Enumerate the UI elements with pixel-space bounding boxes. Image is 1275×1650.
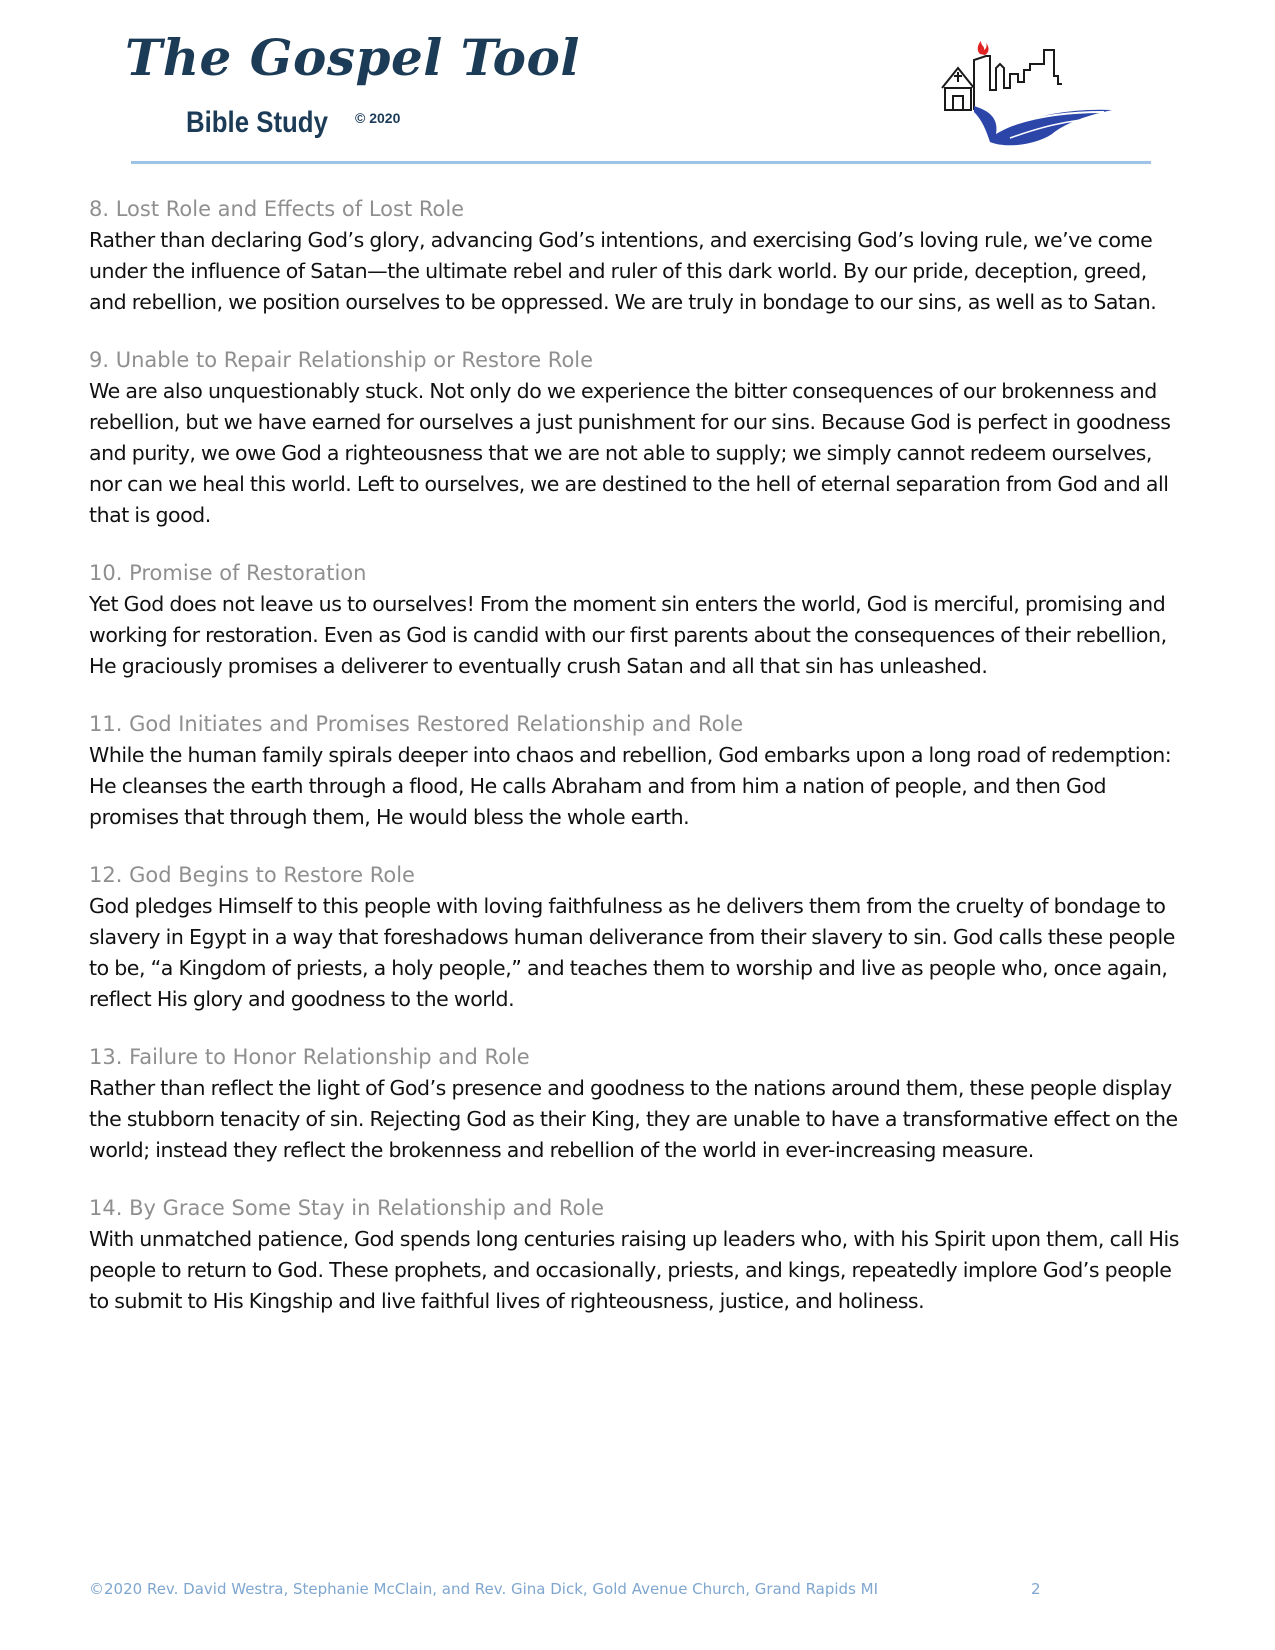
- section-heading: 14. By Grace Some Stay in Relationship and Role: [89, 1196, 605, 1220]
- logo-subtitle: Bible Study: [186, 106, 328, 139]
- section-paragraph: We are also unquestionably stuck. Not only do we experience the bitter consequences of our brokenness and rebellion, but we have earned for ourselves a just punishment for our sins. Because God is perfect in goodness and purity, we owe God a righteousness that we are not able to supply; we simply cannot redeem ourselves, nor can we heal this world. Left to ourselves, we are destined to the hell of eternal separation from God and all that is good.: [89, 379, 1171, 527]
- section-14: [89, 1193, 1189, 1317]
- section-paragraph: With unmatched patience, God spends long centuries raising up leaders who, with his Spirit upon them, call His people to return to God. These prophets, and occasionally, priests, and kings, repeatedly implore God’s people to submit to His Kingship and live faithful lives of righteousness, justice, and holiness.: [89, 1227, 1180, 1313]
- section-heading: 11. God Initiates and Promises Restored Relationship and Role: [89, 712, 744, 736]
- city-skyline-icon: [974, 50, 1062, 110]
- section-paragraph: Rather than reflect the light of God’s presence and goodness to the nations around them, these people display the stubborn tenacity of sin. Rejecting God as their King, they are unable to have a transformative effect on the world; instead they reflect the brokenness and rebellion of the world in ever-increasing measure.: [89, 1076, 1178, 1162]
- footer-credits: ©2020 Rev. David Westra, Stephanie McClain, and Rev. Gina Dick, Gold Avenue Church, Grand Rapids MI: [89, 1580, 879, 1598]
- section-paragraph: While the human family spirals deeper into chaos and rebellion, God embarks upon a long road of redemption: He cleanses the earth through a flood, He calls Abraham and from him a nation of people, and then God promises that through them, He would bless the whole earth.: [89, 743, 1172, 829]
- section-13: [89, 1042, 1189, 1166]
- section-heading: 8. Lost Role and Effects of Lost Role: [89, 197, 465, 221]
- section-9: [89, 345, 1189, 531]
- section-10: [89, 558, 1189, 682]
- logo-copyright: © 2020: [355, 110, 401, 126]
- header-divider: [131, 161, 1151, 164]
- flame-icon: [978, 41, 989, 55]
- section-paragraph: Yet God does not leave us to ourselves! From the moment sin enters the world, God is merciful, promising and working for restoration. Even as God is candid with our first parents about the consequences of their rebellion, He graciously promises a deliverer to eventually crush Satan and all that sin has unleashed.: [89, 592, 1167, 678]
- logo-title: The Gospel Tool: [125, 28, 580, 87]
- section-heading: 12. God Begins to Restore Role: [89, 863, 415, 887]
- church-icon: [942, 68, 974, 110]
- section-heading: 13. Failure to Honor Relationship and Role: [89, 1045, 530, 1069]
- section-12: [89, 860, 1189, 1015]
- section-heading: 9. Unable to Repair Relationship or Restore Role: [89, 348, 594, 372]
- section-paragraph: Rather than declaring God’s glory, advancing God’s intentions, and exercising God’s loving rule, we’ve come under the influence of Satan—the ultimate rebel and ruler of this dark world. By our pride, deception, greed, and rebellion, we position ourselves to be oppressed. We are truly in bondage to our sins, as well as to Satan.: [89, 228, 1157, 314]
- section-11: [89, 709, 1189, 833]
- section-paragraph: God pledges Himself to this people with loving faithfulness as he delivers them from the cruelty of bondage to slavery in Egypt in a way that foreshadows human deliverance from their slavery to sin. God calls these people to be, “a Kingdom of priests, a holy people,” and teaches them to worship and live as people who, once again, reflect His glory and goodness to the world.: [89, 894, 1175, 1011]
- page-header: [0, 0, 1275, 170]
- church-city-river-logo: [934, 38, 1114, 148]
- section-heading: 10. Promise of Restoration: [89, 561, 367, 585]
- page-number: 2: [1031, 1580, 1041, 1598]
- section-8: [89, 194, 1189, 318]
- document-body: [89, 194, 1189, 1344]
